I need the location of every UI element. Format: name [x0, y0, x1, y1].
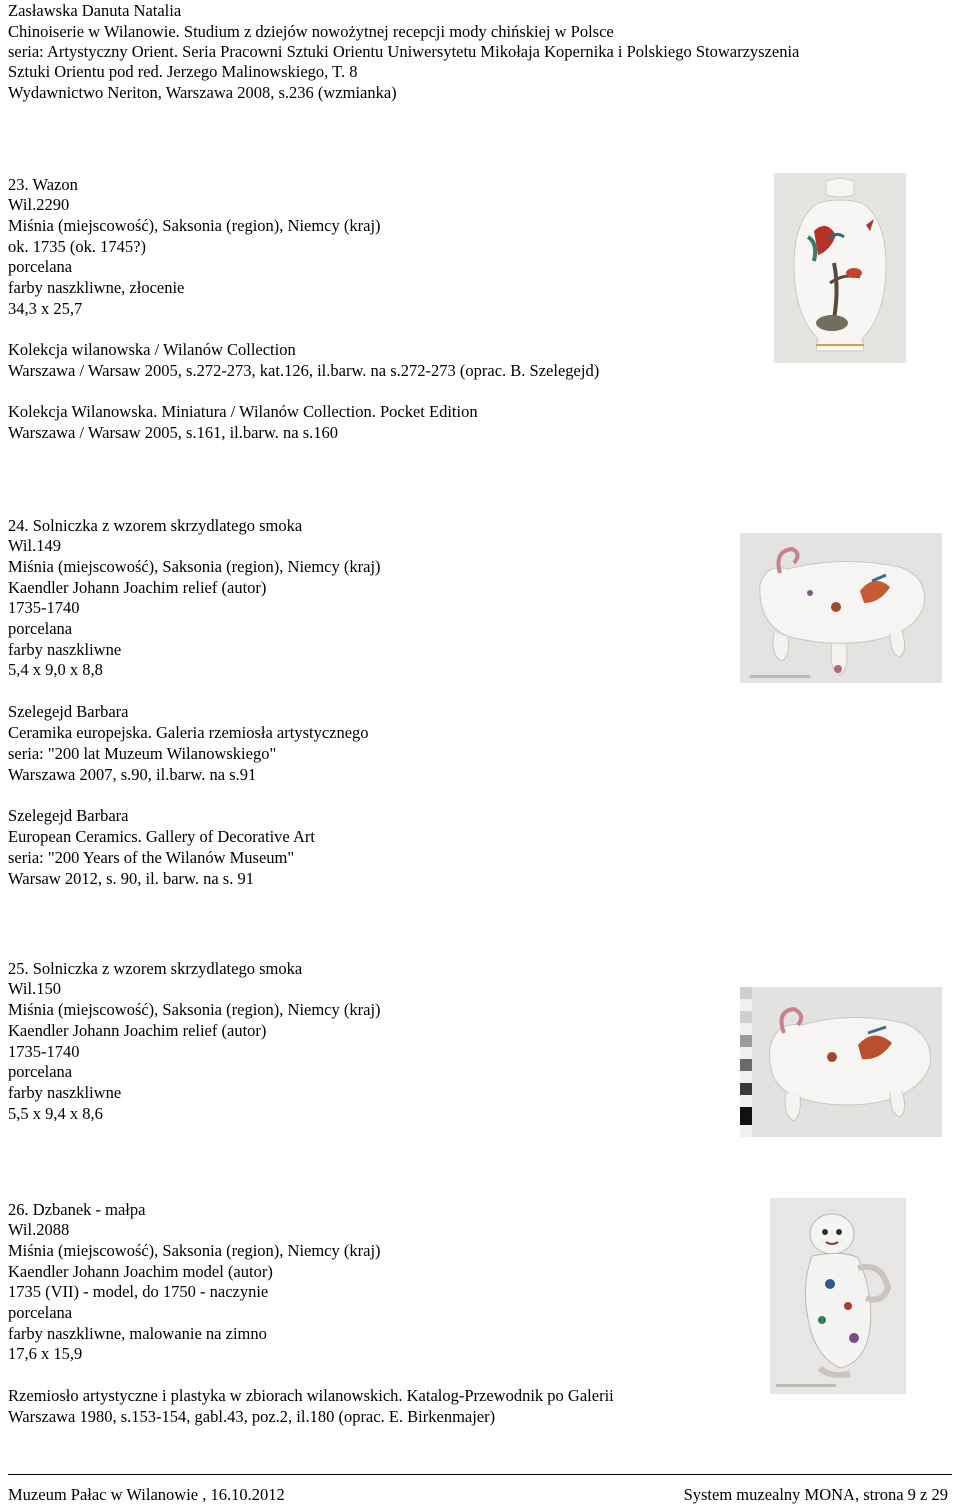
entry-title: 24. Solniczka z wzorem skrzydlatego smoka: [8, 516, 303, 535]
entry-line: Warszawa 2007, s.90, il.barw. na s.91: [8, 765, 257, 784]
entry-line: 34,3 x 25,7: [8, 299, 83, 318]
entry-line: Ceramika europejska. Galeria rzemiosła artystycznego: [8, 723, 369, 742]
entry-line: Wil.2088: [8, 1220, 70, 1239]
entry-line: Warszawa 1980, s.153-154, gabl.43, poz.2, il.180 (oprac. E. Birkenmajer): [8, 1407, 496, 1426]
entry-line: Szelegejd Barbara: [8, 702, 129, 721]
entry-line: porcelana: [8, 1062, 73, 1081]
footer-right-text: System muzealny MONA, strona 9 z 29: [683, 1485, 948, 1504]
entry-line: porcelana: [8, 619, 73, 638]
entry-line: ok. 1735 (ok. 1745?): [8, 237, 146, 256]
entry-title: 23. Wazon: [8, 175, 78, 194]
entry-line: Warsaw 2012, s. 90, il. barw. na s. 91: [8, 869, 254, 888]
entry-line: porcelana: [8, 1303, 73, 1322]
header-line: Chinoiserie w Wilanowie. Studium z dziejów nowożytnej recepcji mody chińskiej w Polsce: [8, 22, 614, 41]
entry-line: seria: "200 lat Muzeum Wilanowskiego": [8, 744, 277, 763]
vase-icon: [774, 173, 906, 363]
entry-line: 1735-1740: [8, 598, 80, 617]
entry-line: porcelana: [8, 257, 73, 276]
monkey-jug-icon: [770, 1198, 906, 1394]
entry-line: Wil.2290: [8, 195, 70, 214]
entry-line: Kolekcja wilanowska / Wilanów Collection: [8, 340, 296, 359]
entry-line: Kaendler Johann Joachim relief (autor): [8, 578, 267, 597]
entry-line: 17,6 x 15,9: [8, 1344, 83, 1363]
header-line: Wydawnictwo Neriton, Warszawa 2008, s.236 (wzmianka): [8, 83, 397, 102]
entry-line: Kolekcja Wilanowska. Miniatura / Wilanów Collection. Pocket Edition: [8, 402, 478, 421]
entry-line: Szelegejd Barbara: [8, 806, 129, 825]
entry-line: Miśnia (miejscowość), Saksonia (region), Niemcy (kraj): [8, 216, 381, 235]
salt-cellar-icon: [740, 533, 942, 683]
vase-photo: [774, 173, 906, 363]
entry-line: farby naszkliwne: [8, 640, 122, 659]
entry-line: farby naszkliwne: [8, 1083, 122, 1102]
entry-line: 1735 (VII) - model, do 1750 - naczynie: [8, 1282, 269, 1301]
entry-line: Kaendler Johann Joachim model (autor): [8, 1262, 273, 1281]
salt-cellar-150-photo: [740, 987, 942, 1137]
footer-divider: [8, 1474, 952, 1475]
entry-line: 1735-1740: [8, 1042, 80, 1061]
entry-line: farby naszkliwne, malowanie na zimno: [8, 1324, 267, 1343]
entry-title: 26. Dzbanek - małpa: [8, 1200, 146, 1219]
entry-line: seria: "200 Years of the Wilanów Museum": [8, 848, 295, 867]
entry-line: Kaendler Johann Joachim relief (autor): [8, 1021, 267, 1040]
entry-line: 5,5 x 9,4 x 8,6: [8, 1104, 103, 1123]
entry-line: European Ceramics. Gallery of Decorative Art: [8, 827, 315, 846]
entry-line: Warszawa / Warsaw 2005, s.161, il.barw. na s.160: [8, 423, 339, 442]
footer-left-text: Muzeum Pałac w Wilanowie , 16.10.2012: [8, 1485, 285, 1504]
entry-line: Wil.150: [8, 979, 61, 998]
entry-line: farby naszkliwne, złocenie: [8, 278, 185, 297]
header-line: Zasławska Danuta Natalia: [8, 1, 182, 20]
entry-line: 5,4 x 9,0 x 8,8: [8, 660, 103, 679]
entry-line: Miśnia (miejscowość), Saksonia (region), Niemcy (kraj): [8, 557, 381, 576]
entry-line: Miśnia (miejscowość), Saksonia (region), Niemcy (kraj): [8, 1000, 381, 1019]
header-line: Sztuki Orientu pod red. Jerzego Malinowskiego, T. 8: [8, 62, 358, 81]
salt-cellar-149-photo: [740, 533, 942, 683]
entry-line: Warszawa / Warsaw 2005, s.272-273, kat.126, il.barw. na s.272-273 (oprac. B. Szelegejd): [8, 361, 600, 380]
entry-title: 25. Solniczka z wzorem skrzydlatego smoka: [8, 959, 303, 978]
entry-line: Wil.149: [8, 536, 61, 555]
monkey-jug-photo: [770, 1198, 906, 1394]
entry-line: Rzemiosło artystyczne i plastyka w zbiorach wilanowskich. Katalog-Przewodnik po Galerii: [8, 1386, 614, 1405]
entry-line: Miśnia (miejscowość), Saksonia (region), Niemcy (kraj): [8, 1241, 381, 1260]
salt-cellar-icon: [740, 987, 942, 1137]
header-line: seria: Artystyczny Orient. Seria Pracowni Sztuki Orientu Uniwersytetu Mikołaja Kopernika i Polskiego Stowarzyszenia: [8, 42, 800, 61]
